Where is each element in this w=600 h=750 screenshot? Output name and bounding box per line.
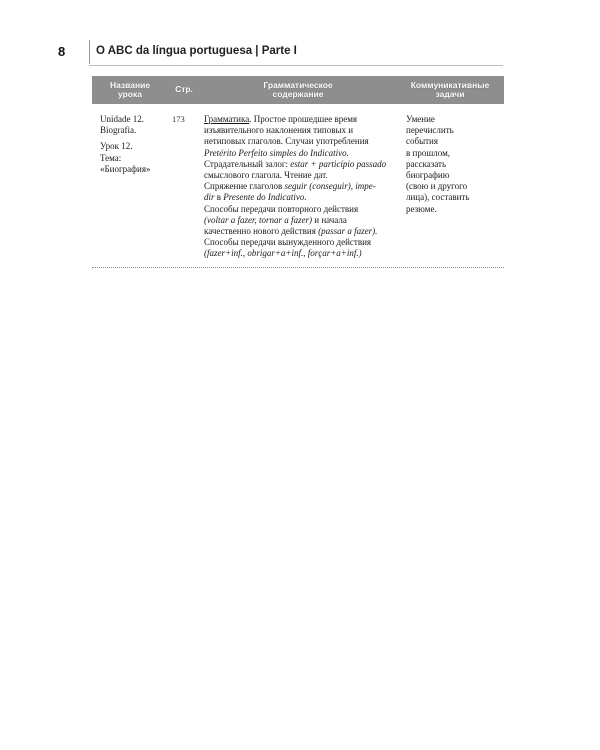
grammar-text: . Простое прошедшее время xyxy=(249,114,358,124)
communicative-line: (свою и другого xyxy=(406,181,468,192)
table-header-row xyxy=(92,76,504,104)
grammar-term: Presente do Indicativo. xyxy=(223,192,307,203)
header-divider xyxy=(89,40,90,64)
cell-page: 173 xyxy=(172,114,185,124)
cell-communicative xyxy=(396,114,504,260)
grammar-line xyxy=(204,192,394,203)
grammar-term: dir xyxy=(204,192,215,203)
grammar-text: Спряжение глаголов xyxy=(204,181,285,192)
grammar-text: в xyxy=(214,192,224,203)
grammar-line xyxy=(204,159,394,170)
grammar-term: (passar a fazer). xyxy=(318,226,378,237)
grammar-line: Способы передачи вынужденного действия xyxy=(204,237,372,248)
communicative-line: лица), составить xyxy=(406,192,470,203)
running-title: O ABC da língua portuguesa | Parte I xyxy=(96,45,297,57)
communicative-line: перечислить xyxy=(406,125,454,136)
grammar-text: качественно нового действия xyxy=(204,226,319,237)
column-header-grammar: Грамматическое содержание xyxy=(263,79,333,99)
cell-lesson-name xyxy=(92,114,168,260)
grammar-line xyxy=(204,181,394,192)
communicative-line: рассказать xyxy=(406,158,447,169)
communicative-line: резюме. xyxy=(406,203,437,214)
topic-label: Тема: xyxy=(100,152,122,163)
communicative-line: события xyxy=(406,136,439,147)
communicative-line: биографию xyxy=(406,170,450,181)
grammar-term: (voltar a fazer, tornar a fazer) xyxy=(204,214,312,225)
table-bottom-rule xyxy=(92,267,504,268)
column-header-lesson-name: Название урока xyxy=(109,79,151,99)
communicative-line: в прошлом, xyxy=(406,147,451,158)
grammar-line: изъявительного наклонения типовых и xyxy=(204,125,354,136)
column-header-page: Стр. xyxy=(175,84,193,95)
grammar-line: нетиповых глаголов. Случаи употребления xyxy=(204,136,369,147)
grammar-text: и начала xyxy=(312,214,347,225)
column-header-communicative: Коммуникативные задачи xyxy=(410,79,490,99)
unit-number: Unidade 12. xyxy=(100,114,144,124)
lesson-number: Урок 12. xyxy=(100,141,133,152)
page-number: 8 xyxy=(58,44,66,59)
cell-grammar xyxy=(200,114,396,260)
grammar-line: Pretérito Perfeito simples do Indicativo. xyxy=(204,147,349,158)
topic-name: «Биография» xyxy=(100,163,151,174)
grammar-term: estar + particípio passado xyxy=(290,158,387,169)
grammar-line xyxy=(204,215,394,226)
unit-title: Biografia. xyxy=(100,125,137,136)
grammar-line: (fazer+inf., obrigar+a+inf., forçar+a+inf.) xyxy=(204,248,362,259)
grammar-term: seguir (conseguir), impe- xyxy=(284,181,376,192)
grammar-label: Грамматика xyxy=(204,114,250,124)
grammar-line: смыслового глагола. Чтение дат. xyxy=(204,170,328,181)
table-row xyxy=(92,104,504,267)
grammar-line xyxy=(204,114,394,125)
header-rule xyxy=(89,65,503,66)
grammar-line: Способы передачи повторного действия xyxy=(204,203,359,214)
grammar-line xyxy=(204,226,394,237)
grammar-text: Страдательный залог: xyxy=(204,158,291,169)
communicative-line: Умение xyxy=(406,114,435,124)
lesson-table xyxy=(92,76,504,268)
